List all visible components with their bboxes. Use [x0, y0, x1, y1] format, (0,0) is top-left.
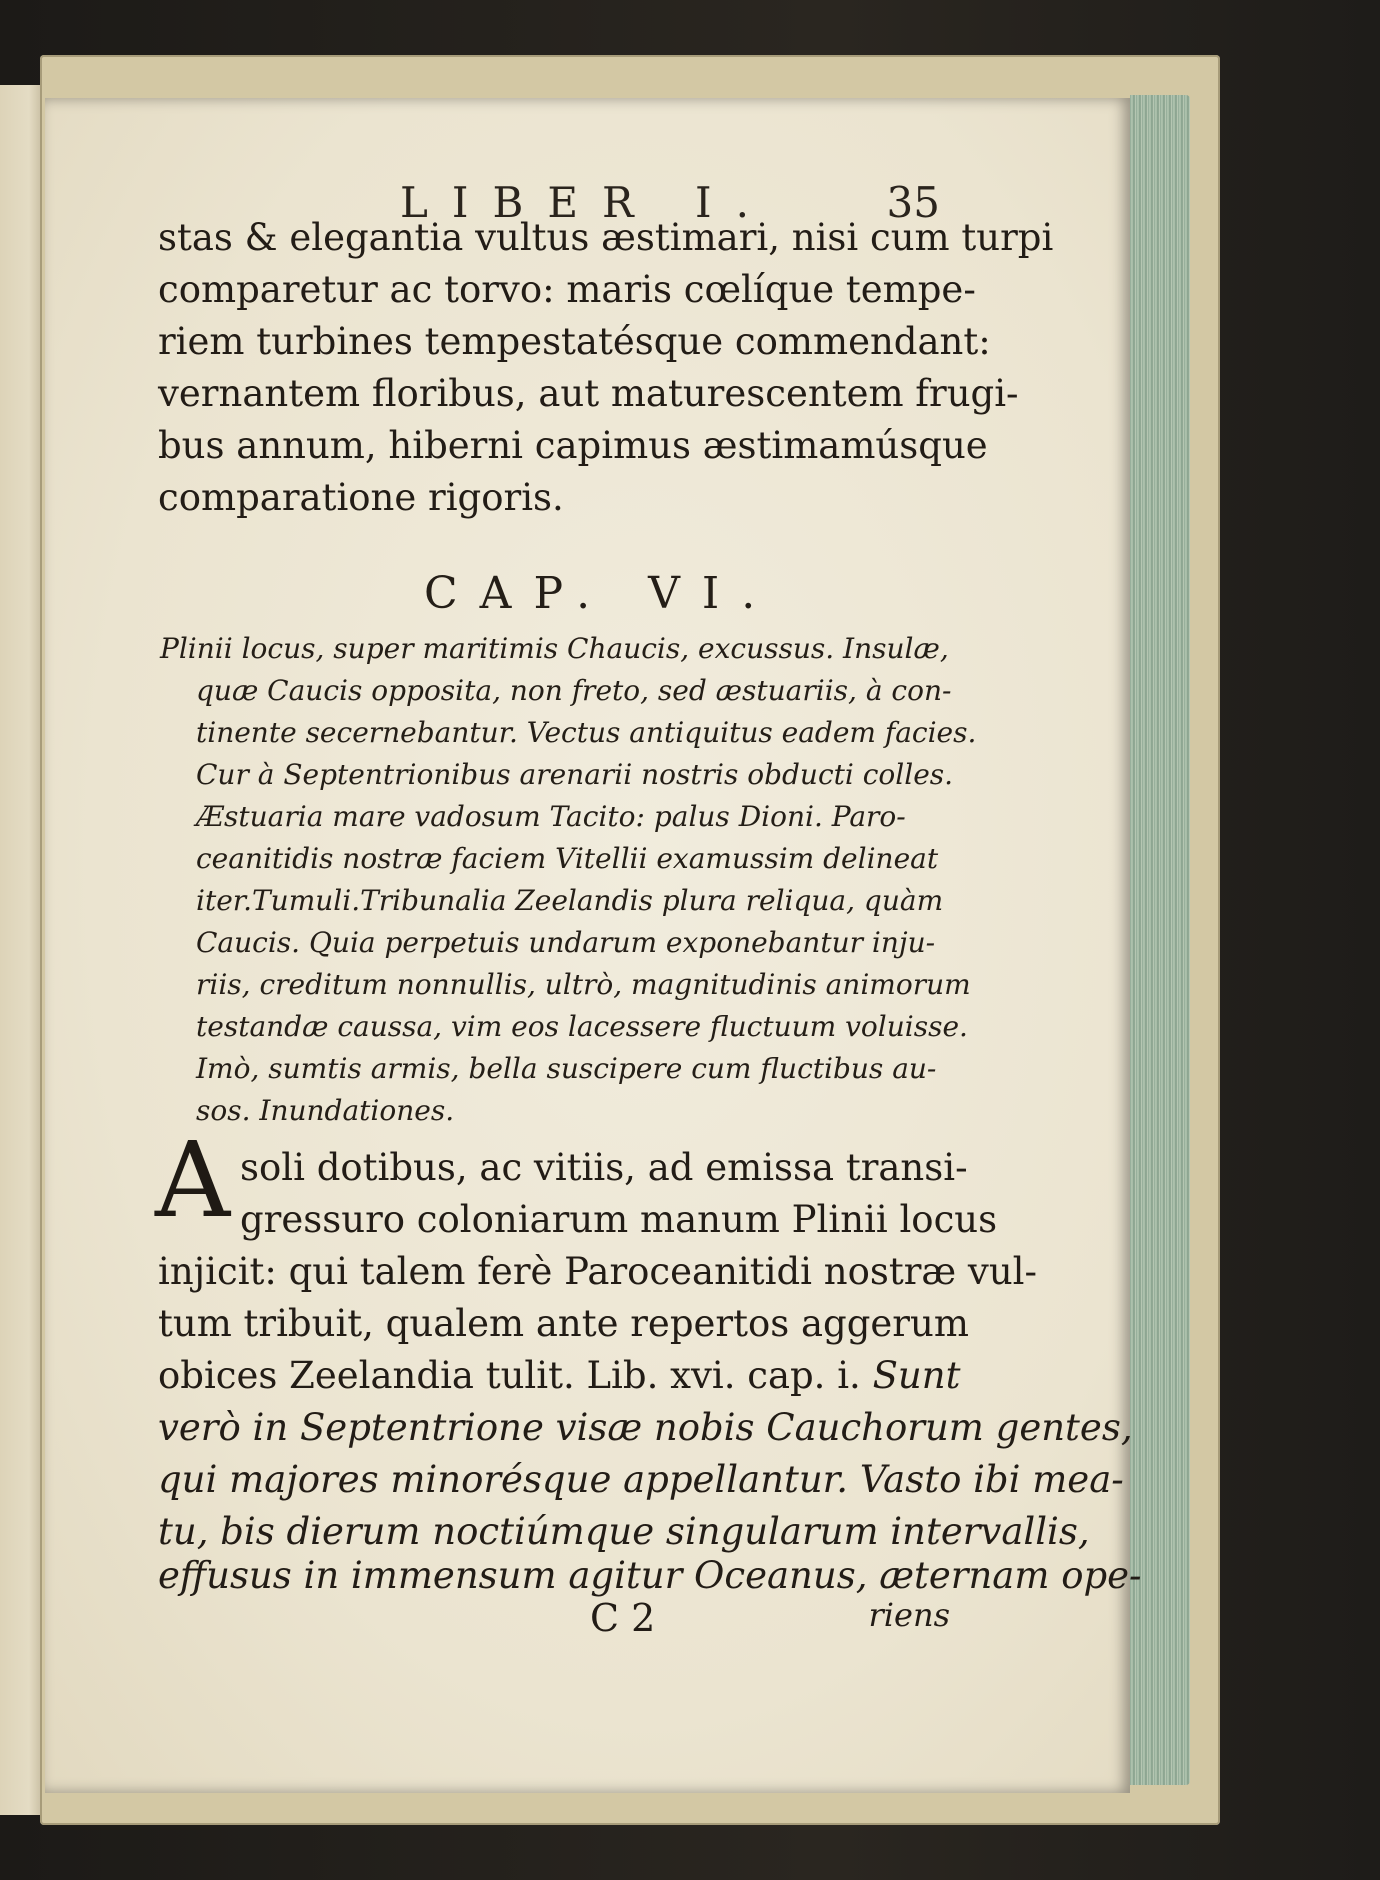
summary-line-9: riis, creditum nonnullis, ultrò, magnitudinis animorum: [196, 968, 971, 1001]
paragraph2-line-5-italic: Sunt: [872, 1354, 961, 1397]
running-title: LIBER I.: [400, 178, 773, 227]
paragraph2-italic-line-2: qui majores minorésque appellantur. Vasto ibi mea-: [158, 1458, 1124, 1501]
paragraph2-line-1: soli dotibus, ac vitiis, ad emissa transi-: [240, 1146, 968, 1189]
paragraph2-line-4: tum tribuit, qualem ante repertos aggerum: [158, 1302, 969, 1345]
paragraph1-line-4: vernantem floribus, aut maturescentem frugi-: [158, 372, 1019, 415]
paragraph2-italic-line-1: verò in Septentrione visæ nobis Cauchorum gentes,: [158, 1406, 1133, 1449]
paragraph2-line-3: injicit: qui talem ferè Paroceanitidi nostræ vul-: [158, 1250, 1038, 1293]
chapter-heading: CAP. VI.: [424, 568, 778, 619]
paragraph1-line-6: comparatione rigoris.: [158, 476, 564, 519]
paragraph1-line-5: bus annum, hiberni capimus æstimamúsque: [158, 424, 988, 467]
paragraph1-line-2: comparetur ac torvo: maris cœlíque tempe-: [158, 268, 976, 311]
summary-line-1: Plinii locus, super maritimis Chaucis, excussus. Insulæ,: [160, 632, 949, 665]
paragraph2-line-5: [158, 1354, 960, 1397]
page-block-edge: [1130, 95, 1190, 1785]
page-footer: [160, 1596, 950, 1646]
summary-line-5: Æstuaria mare vadosum Tacito: palus Dioni. Paro-: [196, 800, 906, 833]
summary-line-2: quæ Caucis opposita, non freto, sed æstuariis, à con-: [196, 674, 952, 707]
paragraph1-line-3: riem turbines tempestatésque commendant:: [158, 320, 991, 363]
page-number: 35: [886, 178, 940, 227]
summary-line-4: Cur à Septentrionibus arenarii nostris obducti colles.: [196, 758, 954, 791]
paragraph2-italic-line-3: tu, bis dierum noctiúmque singularum intervallis,: [158, 1510, 1090, 1553]
paragraph2-line-5-roman: obices Zeelandia tulit. Lib. xvi. cap. i.: [158, 1354, 861, 1397]
summary-line-11: Imò, sumtis armis, bella suscipere cum fluctibus au-: [196, 1052, 937, 1085]
paragraph1-line-1: stas & elegantia vultus æstimari, nisi cum turpi: [158, 216, 1054, 259]
summary-line-3: tinente secernebantur. Vectus antiquitus eadem facies.: [196, 716, 977, 749]
signature-mark: C 2: [590, 1596, 656, 1640]
catchword: riens: [868, 1596, 950, 1634]
summary-line-10: testandæ caussa, vim eos lacessere fluctuum voluisse.: [196, 1010, 968, 1043]
paragraph2-line-2: gressuro coloniarum manum Plinii locus: [240, 1198, 998, 1241]
summary-line-6: ceanitidis nostræ faciem Vitellii examussim delineat: [196, 842, 939, 875]
summary-line-7: iter.Tumuli.Tribunalia Zeelandis plura reliqua, quàm: [196, 884, 944, 917]
paragraph2-italic-line-4: effusus in immensum agitur Oceanus, æternam ope-: [158, 1554, 1142, 1597]
summary-line-8: Caucis. Quia perpetuis undarum exponebantur inju-: [196, 926, 936, 959]
summary-line-12: sos. Inundationes.: [196, 1094, 455, 1127]
drop-cap: A: [155, 1119, 231, 1241]
